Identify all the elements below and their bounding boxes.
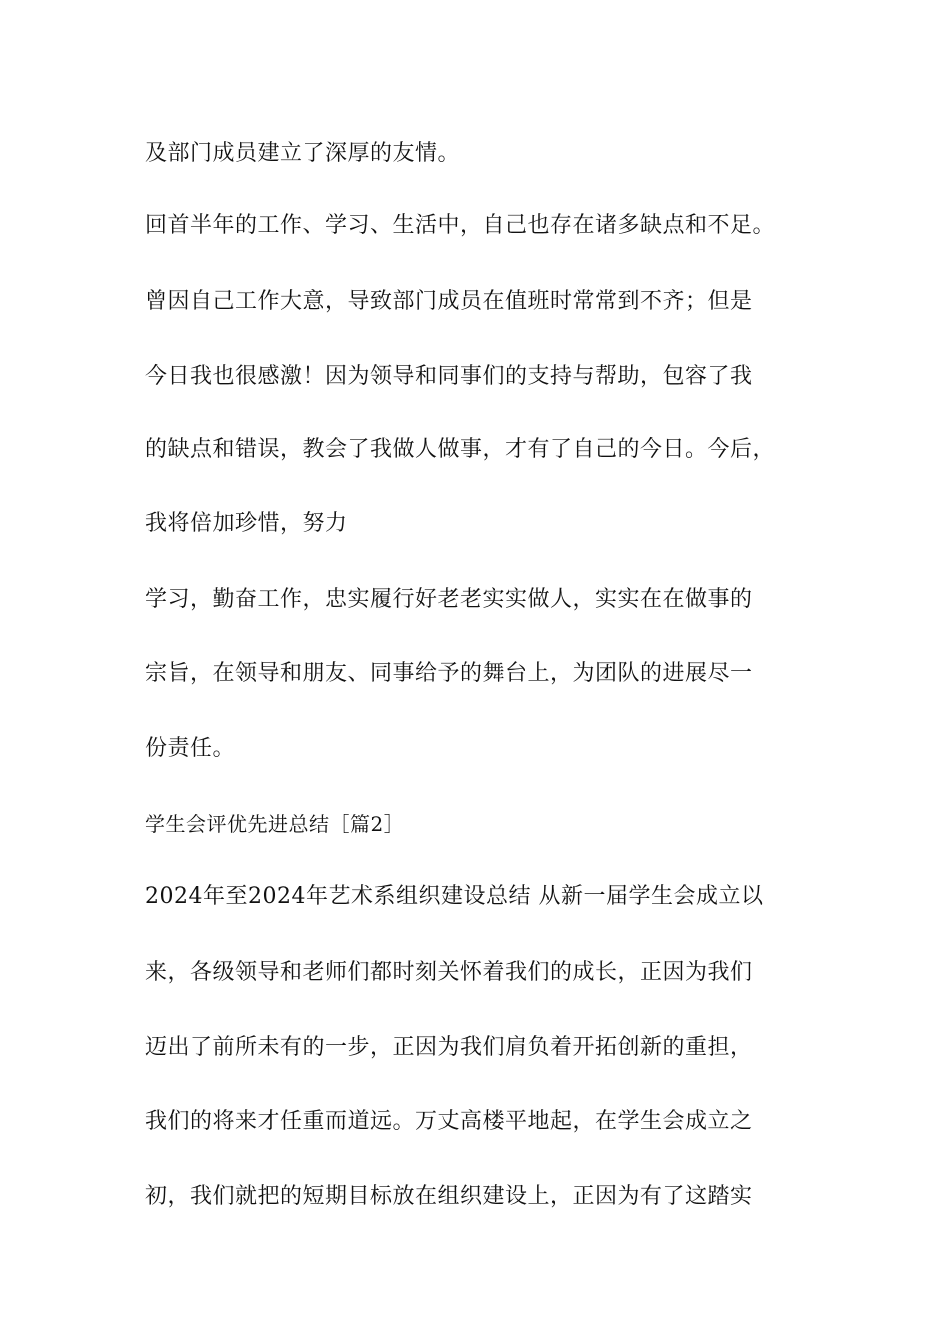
text-line: 今日我也很感激！因为领导和同事们的支持与帮助，包容了我 — [145, 364, 753, 389]
text-line: 学习，勤奋工作，忠实履行好老老实实做人，实实在在做事的 — [145, 587, 753, 612]
section-title: 学生会评优先进总结［篇2］ — [145, 812, 405, 836]
text-line: 曾因自己工作大意，导致部门成员在值班时常常到不齐；但是 — [145, 289, 753, 314]
text-line: 迈出了前所未有的一步，正因为我们肩负着开拓创新的重担， — [145, 1035, 753, 1060]
text-line: 的缺点和错误，教会了我做人做事，才有了自己的今日。今后， — [145, 437, 776, 462]
text-line: 初，我们就把的短期目标放在组织建设上，正因为有了这踏实 — [145, 1184, 753, 1209]
text-line: 我们的将来才任重而道远。万丈高楼平地起，在学生会成立之 — [145, 1109, 753, 1134]
text-line: 及部门成员建立了深厚的友情。 — [145, 141, 461, 166]
text-line: 来，各级领导和老师们都时刻关怀着我们的成长，正因为我们 — [145, 960, 753, 985]
text-line: 2024年至2024年艺术系组织建设总结 从新一届学生会成立以 — [145, 884, 764, 909]
text-line: 宗旨，在领导和朋友、同事给予的舞台上，为团队的进展尽一 — [145, 661, 753, 686]
text-line: 回首半年的工作、学习、生活中，自己也存在诸多缺点和不足。 — [145, 213, 776, 238]
text-line: 份责任。 — [145, 736, 236, 761]
text-line: 我将倍加珍惜，努力 — [145, 511, 348, 536]
